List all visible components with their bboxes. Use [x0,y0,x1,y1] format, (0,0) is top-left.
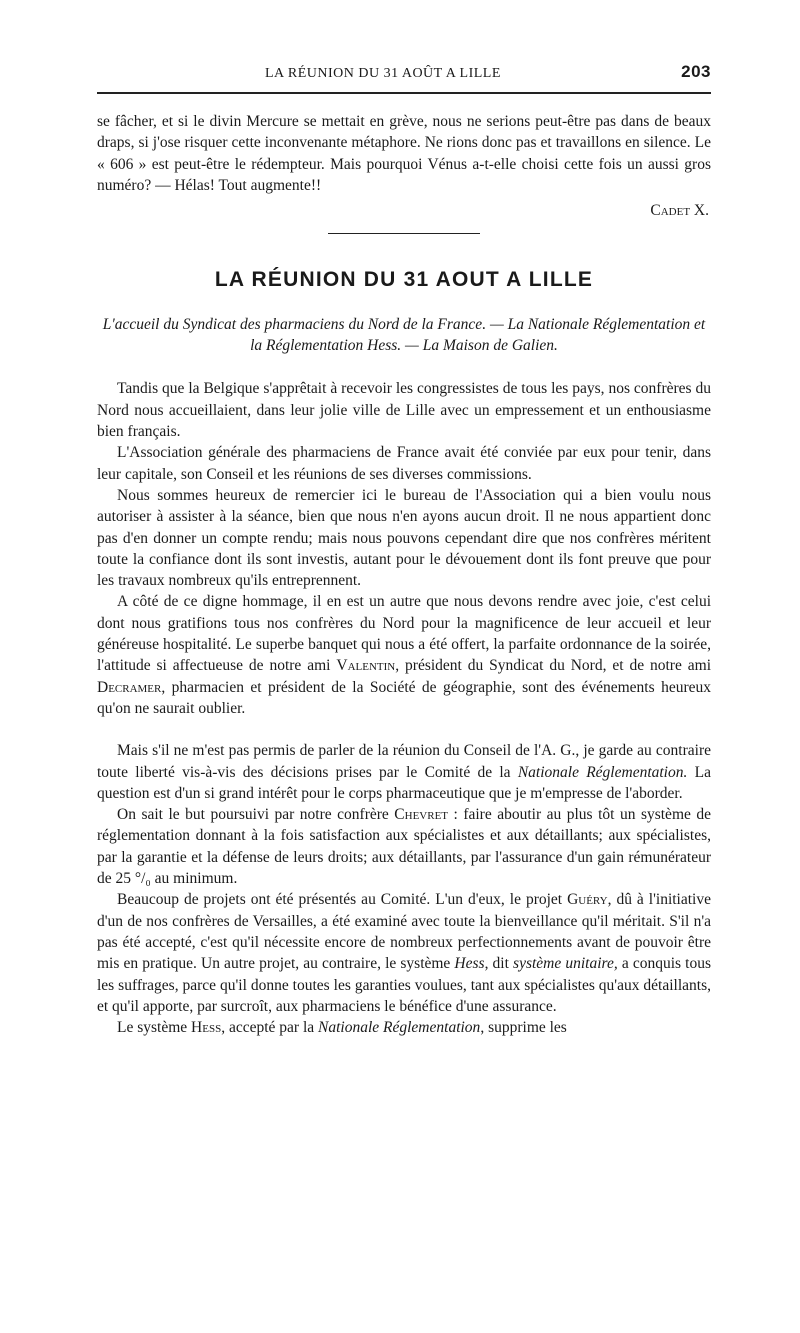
paragraph-5 [97,740,711,804]
separator-rule [328,233,480,234]
paragraph-7-text-b: , dû à l'initiative d'un de nos confrères de Versailles, a été examiné avec toute la bienveillance qu'il méritait. S'il n'a pas été accepté, c'est qu'il nécessite encore de nombreux perfectionnements avant de pouvoir être mis en pratique. Un autre projet, au contraire, le système [97,891,711,973]
person-name-guery: Guéry [567,891,608,909]
paragraph-2: L'Association générale des pharmaciens de France avait été conviée par eux pour tenir, dans leur capitale, son Conseil et les réunions de ses diverses commissions. [97,444,711,483]
paragraph-3: Nous sommes heureux de remercier ici le bureau de l'Association qui a bien voulu nous autoriser à assister à la séance, bien que nous n'en ayons aucun droit. Il ne nous appartient donc pas d'en donner un compte rendu; mais nous pouvons cependant dire que nos confrères méritent toute la confiance dont ils sont investis, autant pour le dévouement dont ils font preuve que pour les travaux nombreux qu'ils entreprennent. [97,486,711,590]
paragraph-7-text-d: a conquis tous les suffrages, parce qu'il donne toutes les garanties voulues, tant aux spécialistes qu'aux détaillants, et qu'il apporte, par surcroît, aux pharmaciens le bénéfice d'une assurance. [97,955,711,1015]
paragraph-6-text-a: On sait le but poursuivi par notre confrère [117,806,395,824]
paragraph-4-text-a: A côté de ce digne hommage, il en est un autre que nous devons rendre avec joie, c'est celui dont nous gratifions tous nos confrères du Nord pour la magnificence de leur accueil et leur généreuse hospitalité. Le superbe banquet qui nous a été offert, la parfaite ordonnance de la soirée, l'attitude si affectueuse de notre ami [97,593,711,675]
paragraph-4-text-b: , président du Syndicat du Nord, et de notre ami [395,657,712,675]
article-title: LA RÉUNION DU 31 AOUT A LILLE [214,268,594,292]
article-subtitle: L'accueil du Syndicat des pharmaciens du Nord de la France. — La Nationale Réglementation et la Réglementation Hess. — La Maison de Galien. [102,316,706,355]
article-body [97,378,711,1038]
running-header [97,60,711,88]
italic-systeme-unitaire: système unitaire, [513,955,618,973]
header-rule [97,92,711,94]
previous-article-text: se fâcher, et si le divin Mercure se mettait en grève, nous ne serions peut-être pas dans de beaux draps, si j'ose risquer cette inconvenante métaphore. Ne rions donc pas et travaillons en silence. Le « 606 » est peut-être le rédempteur. Mais pourquoi Vénus a-t-elle choisi cette fois un aussi gros numéro? — Hélas! Tout augmente!! [97,113,711,194]
page [97,60,711,1038]
paragraph-1: Tandis que la Belgique s'apprêtait à recevoir les congressistes de tous les pays, nos confrères du Nord nous accueillaient, dans leur jolie ville de Lille avec un empressement et un enthousiasme bien français. [97,380,711,441]
person-name-decramer: Decramer [97,678,162,696]
italic-nationale-reglementation: Nationale Réglementation. [517,763,688,781]
previous-article [97,111,711,221]
paragraph-8-text-c: , supprime les [480,1019,567,1037]
paragraph-5-text-b: La question est d'un si grand intérêt pour le corps pharmaceutique que je m'empresse de l'aborder. [97,763,711,802]
running-title: LA RÉUNION DU 31 AOÛT A LILLE [265,66,501,81]
paragraph-7-text-a: Beaucoup de projets ont été présentés au Comité. L'un d'eux, le projet [117,891,568,909]
paragraph-7 [97,889,711,1017]
person-name-chevret: Chevret [394,806,449,824]
italic-nationale-reglementation-2: Nationale Réglementation [318,1019,481,1037]
paragraph-4-text-c: , pharmacien et président de la Société de géographie, sont des événements heureux qu'on ne saurait oublier. [97,678,711,717]
paragraph-7-text-c: , dit [484,955,514,973]
page-number: 203 [681,62,711,81]
paragraph-8-text-a: Le système [117,1019,192,1037]
paragraph-6-text-b: : faire aboutir au plus tôt un système de réglementation donnant à la fois satisfaction aux spécialistes et aux détaillants; aux spécialistes, par la garantie et la défense de leurs droits; aux détaillants, par l'assurance d'un gain rémunérateur de 25 °/₀ au minimum. [97,806,712,888]
paragraph-6 [97,804,711,889]
author-signature: Cadet X. [650,202,709,220]
paragraph-4 [97,591,711,719]
paragraph-5-text-a: Mais s'il ne m'est pas permis de parler de la réunion du Conseil de l'A. G., je garde au contraire toute liberté vis-à-vis des décisions prises par le Comité de la [97,742,711,781]
person-name-hess: Hess [191,1019,222,1037]
paragraph-8 [97,1017,711,1038]
person-name-valentin: Valentin [336,657,396,675]
italic-hess: Hess [454,955,485,973]
paragraph-8-text-b: , accepté par la [221,1019,319,1037]
